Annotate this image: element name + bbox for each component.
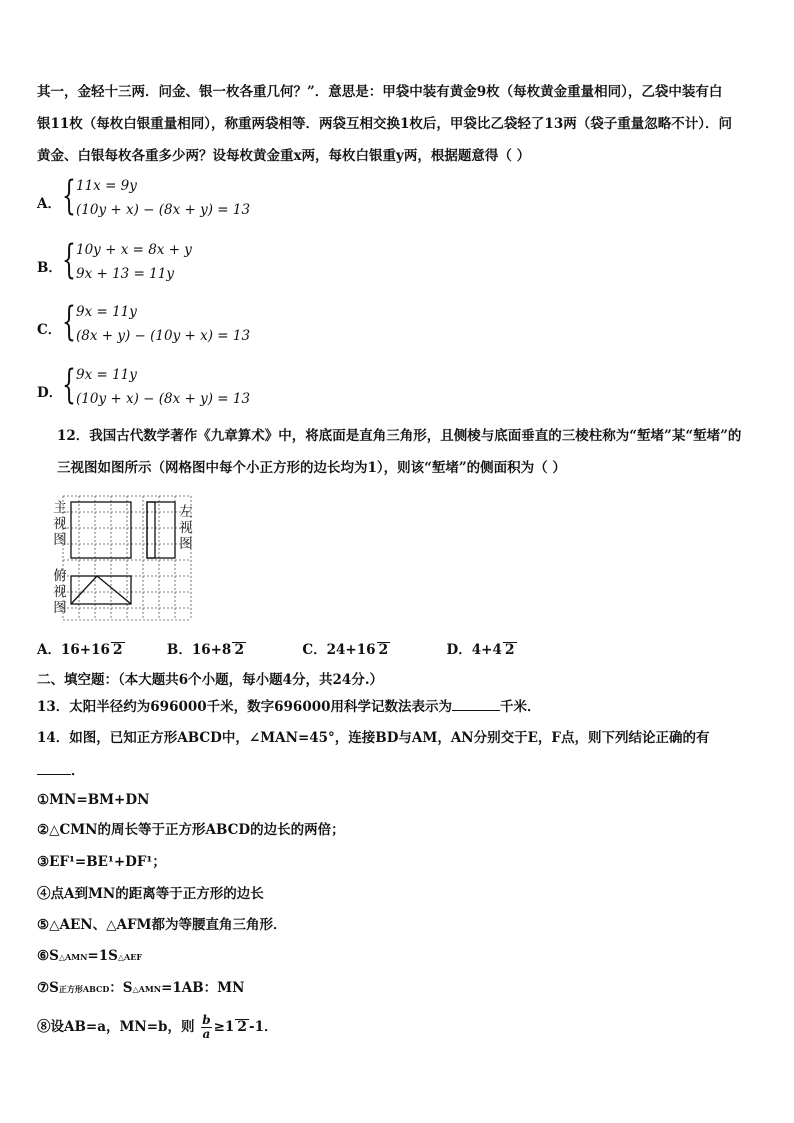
option-b-eq2: 9x + 13 = 11y xyxy=(76,266,174,282)
top-view-rect xyxy=(71,576,131,604)
brace-icon: { xyxy=(62,173,76,219)
q13-text: 13．太阳半径约为696000千米，数字696000用科学记数法表示为 xyxy=(37,699,453,715)
side-view-rect xyxy=(147,502,175,558)
q12-answer-a[interactable]: A．16+16 2 xyxy=(37,642,123,658)
q14-item-6: ⑥S△AMN=1S△AEF xyxy=(37,948,142,964)
q13 xyxy=(37,696,770,717)
top-view-label: 俯 视 图 xyxy=(53,568,67,616)
three-view-figure xyxy=(55,494,200,626)
q14-item-5: ⑤△AEN、△AFM都为等腰直角三角形． xyxy=(37,917,287,933)
q14-item-8: ⑧设AB=a，MN=b，则 $\frac{b}{a}$ ≥1 2 -1． xyxy=(37,1013,278,1041)
option-a-eq2: (10y + x) − (8x + y) = 13 xyxy=(76,202,251,218)
q14-line-1: 14．如图，已知正方形ABCD中，∠MAN=45°，连接BD与AM，AN分别交于E，F点，则下列结论正确的有 xyxy=(37,730,710,746)
side-view-inner xyxy=(147,502,155,558)
front-view-rect xyxy=(71,502,131,558)
brace-icon: { xyxy=(62,362,76,408)
q12-answer-c[interactable]: C．24+16 2 xyxy=(302,642,389,658)
top-view-triangle xyxy=(71,576,131,604)
option-d-eq2: (10y + x) − (8x + y) = 13 xyxy=(76,391,251,407)
q12-line-1: 12．我国古代数学著作《九章算术》中，将底面是直角三角形，且侧棱与底面垂直的三棱柱称为“堑堵”某“堑堵”的 xyxy=(57,428,742,444)
option-c-eq2: (8x + y) − (10y + x) = 13 xyxy=(76,328,251,344)
option-d-eq1: 9x = 11y xyxy=(76,367,137,383)
option-d-label: D． xyxy=(37,385,63,401)
q14-item-3: ③EF¹=BE¹+DF¹； xyxy=(37,854,166,870)
q12-answer-d[interactable]: D．4+4 2 xyxy=(446,642,515,658)
q14-item-2: ②△CMN的周长等于正方形ABCD的边长的两倍； xyxy=(37,822,345,838)
q13-unit: 千米． xyxy=(500,699,541,715)
q14-item-7: ⑦S正方形ABCD：S△AMN=1AB：MN xyxy=(37,980,245,996)
q13-answer-blank[interactable] xyxy=(452,696,500,711)
option-a-eq1: 11x = 9y xyxy=(76,178,137,194)
brace-icon: { xyxy=(62,237,76,283)
q12-answers xyxy=(37,640,770,660)
fraction-b-over-a: $\frac{b}{a}$ xyxy=(202,1013,211,1041)
q14-item-1: ①MN=BM+DN xyxy=(37,792,150,808)
q14-item-4: ④点A到MN的距离等于正方形的边长 xyxy=(37,886,264,902)
side-view-label: 左 视 图 xyxy=(179,504,193,552)
section-2-heading: 二、填空题：（本大题共6个小题，每小题4分，共24分.） xyxy=(37,672,384,688)
option-c-eq1: 9x = 11y xyxy=(76,304,137,320)
option-c-label: C． xyxy=(37,322,62,338)
brace-icon: { xyxy=(62,299,76,345)
q14-line-2: ． xyxy=(37,760,770,781)
q12-line-2: 三视图如图所示（网格图中每个小正方形的边长均为1），则该“堑堵”的侧面积为（ ） xyxy=(57,460,566,476)
q12-answer-b[interactable]: B．16+8 2 xyxy=(166,642,245,658)
front-view-label: 主 视 图 xyxy=(53,500,67,548)
option-b-eq1: 10y + x = 8x + y xyxy=(76,242,192,258)
q11-line-1: 其一，金轻十三两．问金、银一枚各重几何？”．意思是：甲袋中装有黄金9枚（每枚黄金重量相同），乙袋中装有白 xyxy=(37,84,723,100)
option-b-label: B． xyxy=(37,260,62,276)
option-a-label: A． xyxy=(37,196,61,212)
q11-line-3: 黄金、白银每枚各重多少两？设每枚黄金重x两，每枚白银重y两，根据题意得（ ） xyxy=(37,148,531,164)
q11-line-2: 银11枚（每枚白银重量相同），称重两袋相等．两袋互相交换1枚后，甲袋比乙袋轻了13两（袋子重量忽略不计）．问 xyxy=(37,116,732,132)
q14-answer-blank[interactable] xyxy=(37,760,71,775)
